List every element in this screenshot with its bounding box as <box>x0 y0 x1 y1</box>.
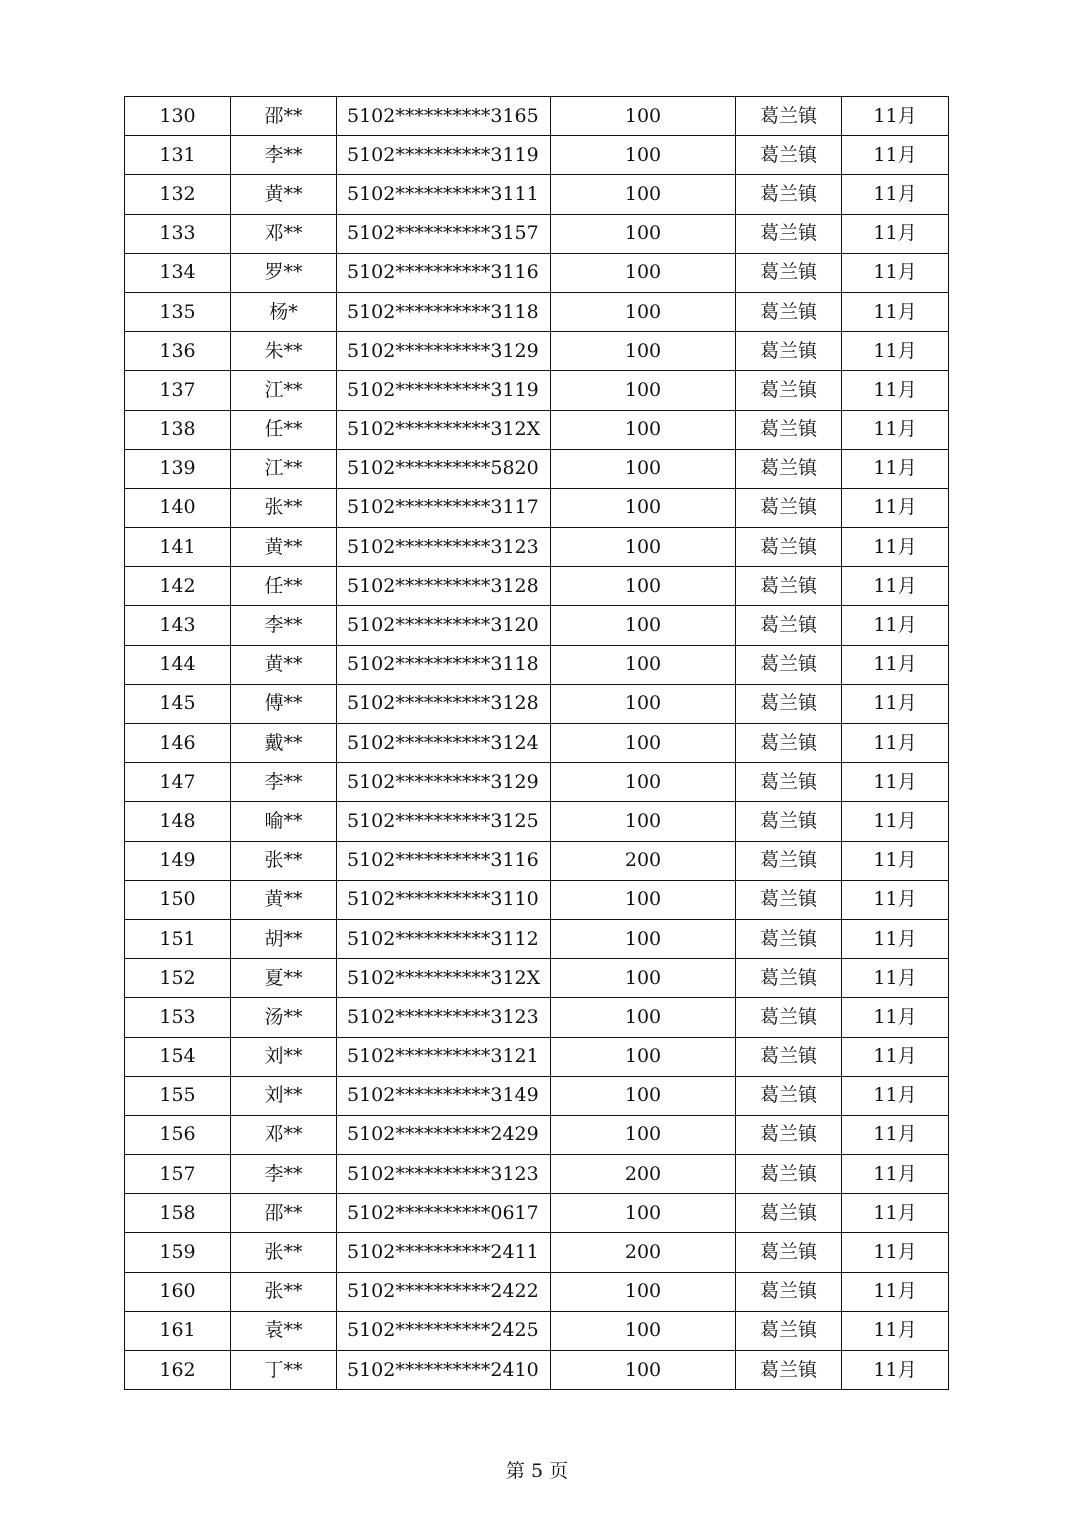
id-number-cell: 5102**********3124 <box>337 724 551 763</box>
row-number-cell: 159 <box>125 1233 231 1272</box>
town-cell: 葛兰镇 <box>736 763 842 802</box>
month-cell: 11月 <box>842 1076 949 1115</box>
month-cell: 11月 <box>842 1194 949 1233</box>
id-number-cell: 5102**********2410 <box>337 1351 551 1390</box>
month-cell: 11月 <box>842 684 949 723</box>
month-cell: 11月 <box>842 1115 949 1154</box>
town-cell: 葛兰镇 <box>736 136 842 175</box>
amount-cell: 100 <box>551 724 736 763</box>
month-cell: 11月 <box>842 253 949 292</box>
town-cell: 葛兰镇 <box>736 449 842 488</box>
town-cell: 葛兰镇 <box>736 1115 842 1154</box>
month-cell: 11月 <box>842 97 949 136</box>
month-cell: 11月 <box>842 998 949 1037</box>
name-cell: 朱** <box>231 332 337 371</box>
amount-cell: 100 <box>551 606 736 645</box>
row-number-cell: 138 <box>125 410 231 449</box>
id-number-cell: 5102**********3112 <box>337 919 551 958</box>
id-number-cell: 5102**********2422 <box>337 1272 551 1311</box>
roster-table-body <box>125 97 949 1390</box>
table-row <box>125 645 949 684</box>
table-row <box>125 959 949 998</box>
name-cell: 李** <box>231 763 337 802</box>
table-row <box>125 684 949 723</box>
month-cell: 11月 <box>842 606 949 645</box>
town-cell: 葛兰镇 <box>736 292 842 331</box>
month-cell: 11月 <box>842 1233 949 1272</box>
name-cell: 任** <box>231 410 337 449</box>
id-number-cell: 5102**********3116 <box>337 253 551 292</box>
month-cell: 11月 <box>842 1272 949 1311</box>
town-cell: 葛兰镇 <box>736 1076 842 1115</box>
town-cell: 葛兰镇 <box>736 1155 842 1194</box>
table-row <box>125 998 949 1037</box>
table-row <box>125 528 949 567</box>
name-cell: 江** <box>231 449 337 488</box>
row-number-cell: 149 <box>125 841 231 880</box>
month-cell: 11月 <box>842 724 949 763</box>
amount-cell: 100 <box>551 253 736 292</box>
amount-cell: 100 <box>551 449 736 488</box>
id-number-cell: 5102**********3120 <box>337 606 551 645</box>
amount-cell: 200 <box>551 1155 736 1194</box>
month-cell: 11月 <box>842 332 949 371</box>
amount-cell: 100 <box>551 214 736 253</box>
town-cell: 葛兰镇 <box>736 841 842 880</box>
id-number-cell: 5102**********0617 <box>337 1194 551 1233</box>
name-cell: 傅** <box>231 684 337 723</box>
name-cell: 张** <box>231 1233 337 1272</box>
month-cell: 11月 <box>842 292 949 331</box>
id-number-cell: 5102**********3116 <box>337 841 551 880</box>
town-cell: 葛兰镇 <box>736 606 842 645</box>
month-cell: 11月 <box>842 567 949 606</box>
month-cell: 11月 <box>842 1155 949 1194</box>
row-number-cell: 155 <box>125 1076 231 1115</box>
row-number-cell: 152 <box>125 959 231 998</box>
id-number-cell: 5102**********2429 <box>337 1115 551 1154</box>
id-number-cell: 5102**********3119 <box>337 136 551 175</box>
table-row <box>125 802 949 841</box>
amount-cell: 100 <box>551 959 736 998</box>
row-number-cell: 145 <box>125 684 231 723</box>
town-cell: 葛兰镇 <box>736 684 842 723</box>
amount-cell: 100 <box>551 1194 736 1233</box>
table-row <box>125 1311 949 1350</box>
town-cell: 葛兰镇 <box>736 528 842 567</box>
town-cell: 葛兰镇 <box>736 919 842 958</box>
table-row <box>125 763 949 802</box>
id-number-cell: 5102**********3165 <box>337 97 551 136</box>
month-cell: 11月 <box>842 175 949 214</box>
town-cell: 葛兰镇 <box>736 880 842 919</box>
id-number-cell: 5102**********5820 <box>337 449 551 488</box>
table-row <box>125 1194 949 1233</box>
table-row <box>125 1076 949 1115</box>
month-cell: 11月 <box>842 528 949 567</box>
name-cell: 邓** <box>231 214 337 253</box>
month-cell: 11月 <box>842 371 949 410</box>
row-number-cell: 134 <box>125 253 231 292</box>
amount-cell: 100 <box>551 763 736 802</box>
table-row <box>125 567 949 606</box>
table-row <box>125 253 949 292</box>
town-cell: 葛兰镇 <box>736 371 842 410</box>
name-cell: 李** <box>231 606 337 645</box>
row-number-cell: 133 <box>125 214 231 253</box>
month-cell: 11月 <box>842 136 949 175</box>
row-number-cell: 144 <box>125 645 231 684</box>
table-row <box>125 292 949 331</box>
row-number-cell: 153 <box>125 998 231 1037</box>
amount-cell: 100 <box>551 1115 736 1154</box>
amount-cell: 100 <box>551 488 736 527</box>
month-cell: 11月 <box>842 1351 949 1390</box>
table-row <box>125 606 949 645</box>
id-number-cell: 5102**********3125 <box>337 802 551 841</box>
row-number-cell: 140 <box>125 488 231 527</box>
name-cell: 罗** <box>231 253 337 292</box>
table-row <box>125 1272 949 1311</box>
amount-cell: 100 <box>551 684 736 723</box>
table-row <box>125 214 949 253</box>
town-cell: 葛兰镇 <box>736 724 842 763</box>
amount-cell: 100 <box>551 528 736 567</box>
town-cell: 葛兰镇 <box>736 1351 842 1390</box>
table-row <box>125 880 949 919</box>
table-row <box>125 1155 949 1194</box>
id-number-cell: 5102**********312X <box>337 959 551 998</box>
town-cell: 葛兰镇 <box>736 175 842 214</box>
row-number-cell: 130 <box>125 97 231 136</box>
table-row <box>125 136 949 175</box>
row-number-cell: 146 <box>125 724 231 763</box>
name-cell: 黄** <box>231 175 337 214</box>
table-row <box>125 919 949 958</box>
row-number-cell: 160 <box>125 1272 231 1311</box>
month-cell: 11月 <box>842 410 949 449</box>
row-number-cell: 136 <box>125 332 231 371</box>
name-cell: 胡** <box>231 919 337 958</box>
name-cell: 丁** <box>231 1351 337 1390</box>
name-cell: 黄** <box>231 528 337 567</box>
town-cell: 葛兰镇 <box>736 959 842 998</box>
table-row <box>125 1351 949 1390</box>
row-number-cell: 154 <box>125 1037 231 1076</box>
name-cell: 张** <box>231 841 337 880</box>
id-number-cell: 5102**********3149 <box>337 1076 551 1115</box>
month-cell: 11月 <box>842 959 949 998</box>
name-cell: 任** <box>231 567 337 606</box>
name-cell: 李** <box>231 136 337 175</box>
name-cell: 汤** <box>231 998 337 1037</box>
row-number-cell: 137 <box>125 371 231 410</box>
town-cell: 葛兰镇 <box>736 1233 842 1272</box>
town-cell: 葛兰镇 <box>736 97 842 136</box>
name-cell: 戴** <box>231 724 337 763</box>
id-number-cell: 5102**********3111 <box>337 175 551 214</box>
row-number-cell: 142 <box>125 567 231 606</box>
town-cell: 葛兰镇 <box>736 645 842 684</box>
row-number-cell: 150 <box>125 880 231 919</box>
table-row <box>125 1115 949 1154</box>
id-number-cell: 5102**********312X <box>337 410 551 449</box>
table-row <box>125 175 949 214</box>
table-row <box>125 1037 949 1076</box>
town-cell: 葛兰镇 <box>736 1272 842 1311</box>
name-cell: 黄** <box>231 880 337 919</box>
table-row <box>125 1233 949 1272</box>
row-number-cell: 161 <box>125 1311 231 1350</box>
page-number: 第 5 页 <box>505 1460 569 1482</box>
name-cell: 杨* <box>231 292 337 331</box>
month-cell: 11月 <box>842 880 949 919</box>
month-cell: 11月 <box>842 645 949 684</box>
id-number-cell: 5102**********3129 <box>337 332 551 371</box>
table-row <box>125 449 949 488</box>
id-number-cell: 5102**********3117 <box>337 488 551 527</box>
roster-table <box>124 96 949 1390</box>
row-number-cell: 132 <box>125 175 231 214</box>
amount-cell: 100 <box>551 175 736 214</box>
month-cell: 11月 <box>842 449 949 488</box>
name-cell: 刘** <box>231 1076 337 1115</box>
month-cell: 11月 <box>842 488 949 527</box>
town-cell: 葛兰镇 <box>736 1194 842 1233</box>
amount-cell: 200 <box>551 841 736 880</box>
table-row <box>125 724 949 763</box>
town-cell: 葛兰镇 <box>736 1311 842 1350</box>
table-row <box>125 371 949 410</box>
id-number-cell: 5102**********3157 <box>337 214 551 253</box>
name-cell: 江** <box>231 371 337 410</box>
row-number-cell: 151 <box>125 919 231 958</box>
id-number-cell: 5102**********3118 <box>337 645 551 684</box>
row-number-cell: 148 <box>125 802 231 841</box>
row-number-cell: 135 <box>125 292 231 331</box>
id-number-cell: 5102**********3128 <box>337 684 551 723</box>
amount-cell: 100 <box>551 332 736 371</box>
town-cell: 葛兰镇 <box>736 332 842 371</box>
amount-cell: 100 <box>551 919 736 958</box>
amount-cell: 100 <box>551 567 736 606</box>
id-number-cell: 5102**********3123 <box>337 998 551 1037</box>
name-cell: 袁** <box>231 1311 337 1350</box>
town-cell: 葛兰镇 <box>736 253 842 292</box>
row-number-cell: 156 <box>125 1115 231 1154</box>
row-number-cell: 147 <box>125 763 231 802</box>
row-number-cell: 157 <box>125 1155 231 1194</box>
row-number-cell: 139 <box>125 449 231 488</box>
table-row <box>125 410 949 449</box>
town-cell: 葛兰镇 <box>736 802 842 841</box>
id-number-cell: 5102**********3110 <box>337 880 551 919</box>
amount-cell: 100 <box>551 1311 736 1350</box>
row-number-cell: 143 <box>125 606 231 645</box>
name-cell: 邓** <box>231 1115 337 1154</box>
amount-cell: 200 <box>551 1233 736 1272</box>
id-number-cell: 5102**********3119 <box>337 371 551 410</box>
table-row <box>125 332 949 371</box>
name-cell: 刘** <box>231 1037 337 1076</box>
town-cell: 葛兰镇 <box>736 214 842 253</box>
name-cell: 黄** <box>231 645 337 684</box>
amount-cell: 100 <box>551 136 736 175</box>
town-cell: 葛兰镇 <box>736 998 842 1037</box>
amount-cell: 100 <box>551 1076 736 1115</box>
month-cell: 11月 <box>842 841 949 880</box>
id-number-cell: 5102**********2425 <box>337 1311 551 1350</box>
amount-cell: 100 <box>551 97 736 136</box>
amount-cell: 100 <box>551 1351 736 1390</box>
amount-cell: 100 <box>551 410 736 449</box>
amount-cell: 100 <box>551 802 736 841</box>
town-cell: 葛兰镇 <box>736 488 842 527</box>
table-row <box>125 97 949 136</box>
id-number-cell: 5102**********3118 <box>337 292 551 331</box>
table-row <box>125 488 949 527</box>
town-cell: 葛兰镇 <box>736 1037 842 1076</box>
month-cell: 11月 <box>842 214 949 253</box>
town-cell: 葛兰镇 <box>736 567 842 606</box>
amount-cell: 100 <box>551 292 736 331</box>
name-cell: 邵** <box>231 97 337 136</box>
amount-cell: 100 <box>551 1037 736 1076</box>
name-cell: 喻** <box>231 802 337 841</box>
id-number-cell: 5102**********3128 <box>337 567 551 606</box>
name-cell: 李** <box>231 1155 337 1194</box>
page-footer <box>0 1456 1074 1483</box>
id-number-cell: 5102**********3129 <box>337 763 551 802</box>
table-row <box>125 841 949 880</box>
amount-cell: 100 <box>551 645 736 684</box>
town-cell: 葛兰镇 <box>736 410 842 449</box>
name-cell: 张** <box>231 488 337 527</box>
amount-cell: 100 <box>551 998 736 1037</box>
amount-cell: 100 <box>551 371 736 410</box>
row-number-cell: 162 <box>125 1351 231 1390</box>
amount-cell: 100 <box>551 1272 736 1311</box>
id-number-cell: 5102**********3121 <box>337 1037 551 1076</box>
id-number-cell: 5102**********2411 <box>337 1233 551 1272</box>
id-number-cell: 5102**********3123 <box>337 1155 551 1194</box>
amount-cell: 100 <box>551 880 736 919</box>
month-cell: 11月 <box>842 763 949 802</box>
row-number-cell: 158 <box>125 1194 231 1233</box>
name-cell: 邵** <box>231 1194 337 1233</box>
month-cell: 11月 <box>842 802 949 841</box>
month-cell: 11月 <box>842 1037 949 1076</box>
row-number-cell: 141 <box>125 528 231 567</box>
row-number-cell: 131 <box>125 136 231 175</box>
name-cell: 夏** <box>231 959 337 998</box>
month-cell: 11月 <box>842 919 949 958</box>
month-cell: 11月 <box>842 1311 949 1350</box>
name-cell: 张** <box>231 1272 337 1311</box>
id-number-cell: 5102**********3123 <box>337 528 551 567</box>
